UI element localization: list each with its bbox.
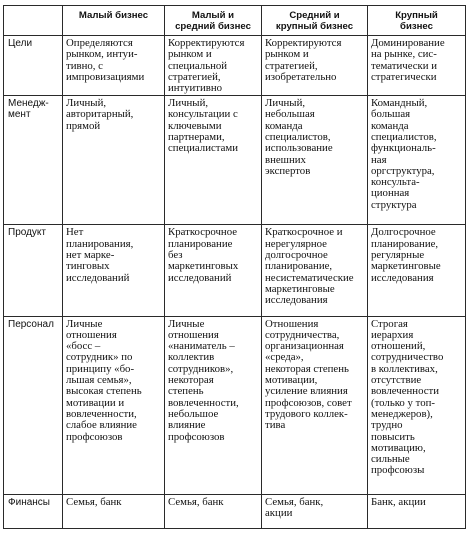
cell-personnel-small: Личные отношения «босс – сотрудник» по принципу «бо- льшая семья», высокая степень мотивации и вовлеченности, слабое влияние профсоюзов [63, 316, 165, 494]
row-label-finance: Финансы [4, 494, 63, 528]
row-label-goals: Цели [4, 36, 63, 96]
row-label-management: Менедж- мент [4, 96, 63, 225]
business-comparison-table [3, 5, 466, 529]
table-row-finance [4, 494, 466, 528]
header-row [4, 6, 466, 36]
cell-management-large: Командный, большая команда специалистов, функциональ- ная оргструктура, консульта- ционная структура [368, 96, 466, 225]
cell-personnel-small-medium: Личные отношения «наниматель – коллектив сотрудников», некоторая степень вовлеченности, небольшое влияние профсоюзов [165, 316, 262, 494]
header-small-medium-business: Малый и средний бизнес [165, 6, 262, 36]
cell-finance-medium-large: Семья, банк, акции [262, 494, 368, 528]
cell-finance-large: Банк, акции [368, 494, 466, 528]
cell-goals-small-medium: Корректируются рынком и специальной стратегией, интуитивно [165, 36, 262, 96]
cell-goals-small: Определяются рынком, интуи- тивно, с импровизациями [63, 36, 165, 96]
table-row-product [4, 225, 466, 316]
cell-product-small: Нет планирования, нет марке- тинговых исследований [63, 225, 165, 316]
cell-product-medium-large: Краткосрочное и нерегулярное долгосрочное планирование, несистематические маркетинговые исследования [262, 225, 368, 316]
row-label-personnel: Персонал [4, 316, 63, 494]
header-large-business: Крупный бизнес [368, 6, 466, 36]
cell-management-small-medium: Личный, консультации с ключевыми партнерами, специалистами [165, 96, 262, 225]
cell-product-large: Долгосрочное планирование, регулярные маркетинговые исследования [368, 225, 466, 316]
cell-finance-small-medium: Семья, банк [165, 494, 262, 528]
row-label-product: Продукт [4, 225, 63, 316]
header-corner-cell [4, 6, 63, 36]
header-small-business: Малый бизнес [63, 6, 165, 36]
cell-goals-medium-large: Корректируются рынком и стратегией, изобретательно [262, 36, 368, 96]
cell-product-small-medium: Краткосрочное планирование без маркетинговых исследований [165, 225, 262, 316]
cell-personnel-medium-large: Отношения сотрудничества, организационная «среда», некоторая степень мотивации, усиление влияния профсоюзов, совет трудового коллек- тива [262, 316, 368, 494]
table-row-goals [4, 36, 466, 96]
header-medium-large-business: Средний и крупный бизнес [262, 6, 368, 36]
cell-personnel-large: Строгая иерархия отношений, сотрудничество в коллективах, отсутствие вовлеченности (только у топ- менеджеров), трудно повысить мотивацию, сильные профсоюзы [368, 316, 466, 494]
table-row-management [4, 96, 466, 225]
table-row-personnel [4, 316, 466, 494]
cell-finance-small: Семья, банк [63, 494, 165, 528]
cell-goals-large: Доминирование на рынке, сис- тематически и стратегически [368, 36, 466, 96]
cell-management-small: Личный, авторитарный, прямой [63, 96, 165, 225]
cell-management-medium-large: Личный, небольшая команда специалистов, использование внешних экспертов [262, 96, 368, 225]
